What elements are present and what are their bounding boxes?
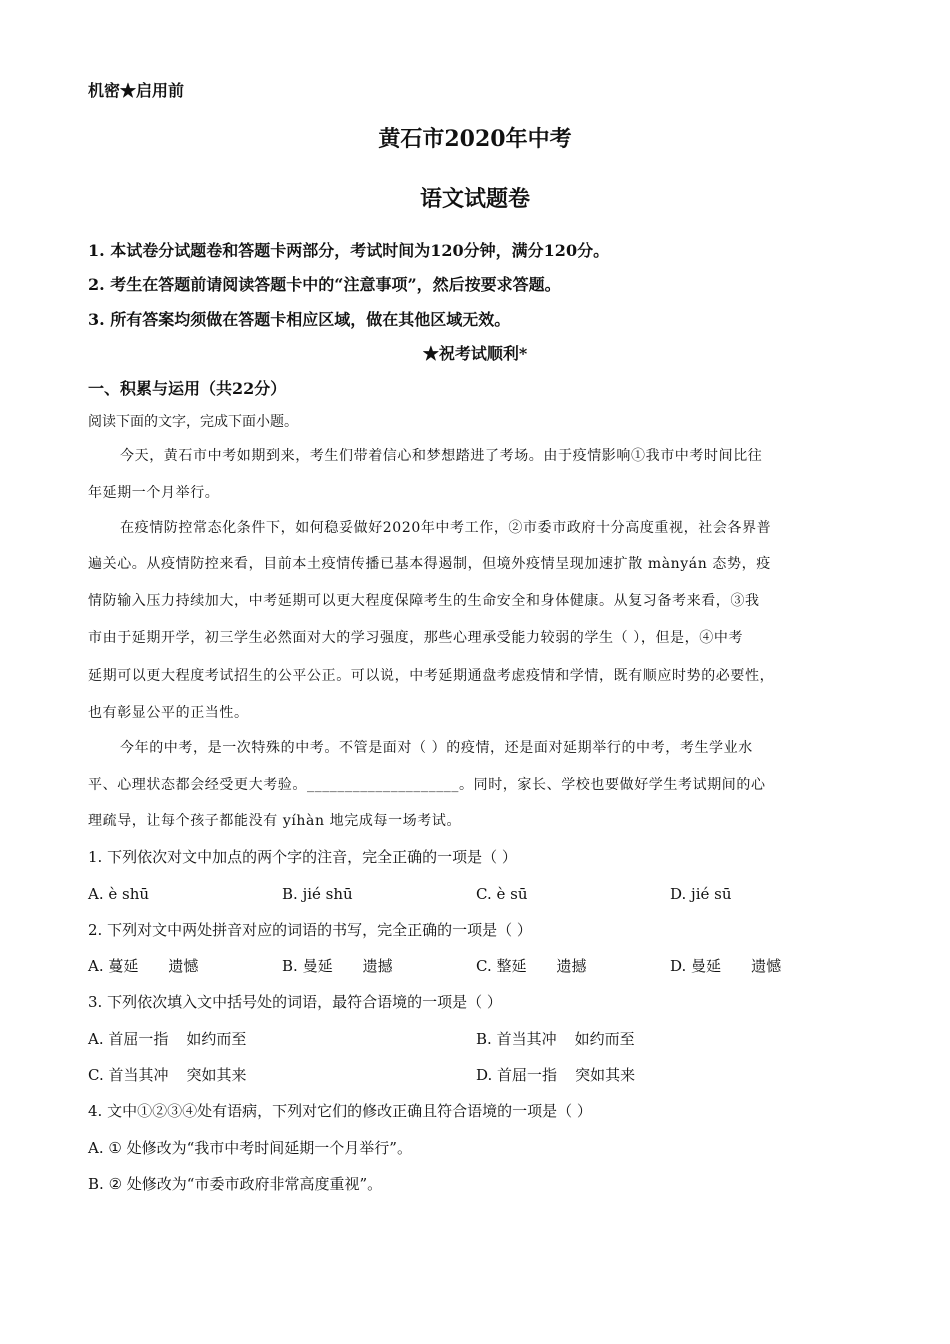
passage-line: 理疏导，让每个孩子都能没有 yíhàn 地完成每一场考试。 xyxy=(88,813,462,829)
q1-option-c: C. è sū xyxy=(476,885,528,903)
q3-option-b: B. 首当其冲 如约而至 xyxy=(476,1030,635,1048)
passage-line: 遍关心。从疫情防控来看，目前本土疫情传播已基本得遏制，但境外疫情呈现加速扩散 mànyán 态势，疫 xyxy=(88,556,771,572)
notice-2: 2. 考生在答题前请阅读答题卡中的“注意事项”，然后按要求答题。 xyxy=(88,275,561,294)
good-luck-line: ★祝考试顺利* xyxy=(422,344,528,363)
passage-line: 平、心理状态都会经受更大考验。____________________。同时，家长、学校也要做好学生考试期间的心 xyxy=(88,777,766,793)
q4-option-b: B. ② 处修改为“市委市政府非常高度重视”。 xyxy=(88,1175,383,1193)
section-title: 一、积累与运用（共22分） xyxy=(88,379,287,398)
q2-option-c: C. 整延 遗撼 xyxy=(476,957,587,975)
question-1-stem: 1. 下列依次对文中加点的两个字的注音，完全正确的一项是（ ） xyxy=(88,848,517,866)
q2-option-a: A. 蔓延 遗憾 xyxy=(88,957,199,975)
question-4-stem: 4. 文中①②③④处有语病，下列对它们的修改正确且符合语境的一项是（ ） xyxy=(88,1102,592,1120)
passage-line: 情防输入压力持续加大，中考延期可以更大程度保障考生的生命安全和身体健康。从复习备考来看，③我 xyxy=(88,593,760,609)
exam-title: 黄石市2020年中考 xyxy=(378,126,572,152)
passage-line: 延期可以更大程度考试招生的公平公正。可以说，中考延期通盘考虑疫情和学情，既有顺应时势的必要性， xyxy=(88,668,775,684)
q1-option-d: D. jié sū xyxy=(670,885,732,903)
passage-line: 也有彰显公平的正当性。 xyxy=(88,705,249,721)
notice-3: 3. 所有答案均须做在答题卡相应区域，做在其他区域无效。 xyxy=(88,310,511,329)
passage-line: 年延期一个月举行。 xyxy=(88,485,220,501)
q3-option-d: D. 首屈一指 突如其来 xyxy=(476,1066,636,1084)
q4-option-a: A. ① 处修改为“我市中考时间延期一个月举行”。 xyxy=(88,1139,412,1157)
confidential-mark: 机密★启用前 xyxy=(88,81,185,100)
passage-line: 今年的中考，是一次特殊的中考。不管是面对（ ）的疫情，还是面对延期举行的中考，考生学业水 xyxy=(120,740,753,756)
notice-1: 1. 本试卷分试题卷和答题卡两部分，考试时间为120分钟，满分120分。 xyxy=(88,241,610,260)
passage-line: 在疫情防控常态化条件下，如何稳妥做好2020年中考工作，②市委市政府十分高度重视，社会各界普 xyxy=(120,520,772,536)
question-3-stem: 3. 下列依次填入文中括号处的词语，最符合语境的一项是（ ） xyxy=(88,993,502,1011)
passage-line: 市由于延期开学，初三学生必然面对大的学习强度，那些心理承受能力较弱的学生（ ），但是，④中考 xyxy=(88,630,744,646)
exam-subtitle: 语文试题卷 xyxy=(419,186,530,212)
section-instruction: 阅读下面的文字，完成下面小题。 xyxy=(88,414,298,430)
q2-option-d: D. 曼延 遗憾 xyxy=(670,957,782,975)
q1-option-a: A. è shū xyxy=(88,885,150,903)
q2-option-b: B. 曼延 遗撼 xyxy=(282,957,393,975)
passage-line: 今天，黄石市中考如期到来，考生们带着信心和梦想踏进了考场。由于疫情影响①我市中考时间比往 xyxy=(120,448,763,464)
question-2-stem: 2. 下列对文中两处拼音对应的词语的书写，完全正确的一项是（ ） xyxy=(88,921,532,939)
q3-option-a: A. 首屈一指 如约而至 xyxy=(88,1030,247,1048)
q3-option-c: C. 首当其冲 突如其来 xyxy=(88,1066,247,1084)
q1-option-b: B. jié shū xyxy=(282,885,353,903)
